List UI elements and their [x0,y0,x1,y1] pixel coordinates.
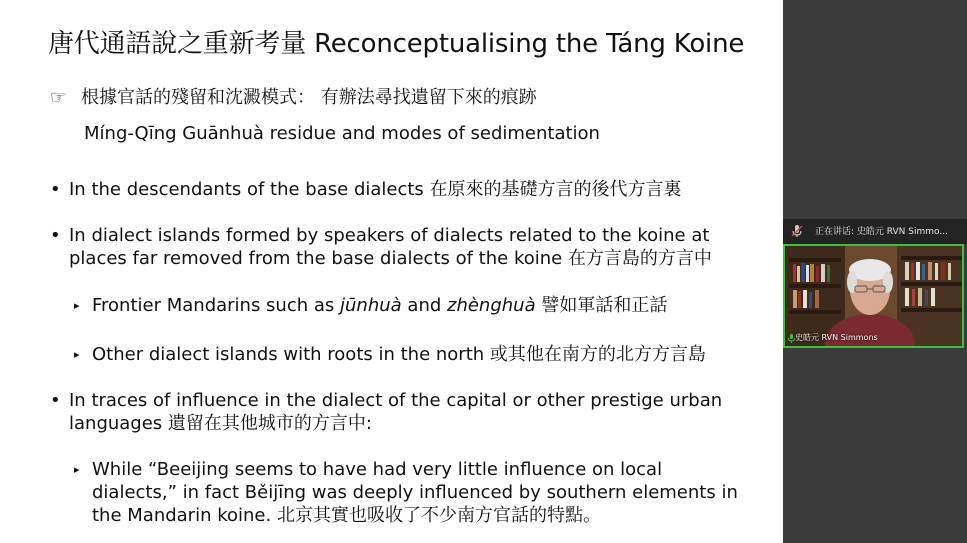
bullet-icon: • [50,390,61,411]
bullet-icon: • [50,225,61,246]
subbullet-icon: ▸ [74,348,80,361]
bullet-dialect-islands [69,224,712,270]
bullet-capital-traces [69,389,722,435]
bullet-base-dialects: In the descendants of the base dialects 在原來的基礎方言的後代方言裏 [69,179,682,200]
subbullet-icon: ▸ [74,299,80,312]
subbullet-line: dialects,” in fact Běijīng was deeply influenced by southern elements in [92,482,738,503]
bullet-line: In traces of influence in the dialect of the capital or other prestige urban [69,390,723,411]
subbullet-icon: ▸ [74,463,80,476]
subbullet-line: While “Beeijing seems to have had very little influence on local [92,459,663,480]
intro-chinese-text: 根據官話的殘留和沈澱模式： 有辦法尋找遺留下來的痕跡 [81,87,537,108]
bullet-line: In dialect islands formed by speakers of dialects related to the koine at [69,225,710,246]
subbullet-text: Frontier Mandarins such as [92,295,341,316]
subbullet-other-islands: Other dialect islands with roots in the north 或其他在南方的北方方言島 [92,344,706,365]
bullet-line: places far removed from the base dialects of the koine 在方言島的方言中 [69,248,712,269]
subbullet-frontier-mandarins [92,294,667,317]
subbullet-text: 譬如軍話和正話 [535,295,668,316]
participant-name-label: 史皓元 RVN Simmons [795,333,878,342]
bullet-icon: • [50,179,61,200]
pointing-hand-icon: ☞ [50,87,67,108]
subbullet-line: the Mandarin koine. 北京其實也吸收了不少南方官話的特點。 [92,505,601,526]
speaker-microphone-icon [790,224,804,238]
active-speaker-label: 正在讲话: 史皓元 RVN Simmo... [815,227,948,237]
participant-video-tile[interactable] [783,244,964,348]
term-junhua: jūnhuà [340,295,402,316]
bullet-line: languages 遺留在其他城市的方言中: [69,413,372,434]
subbullet-beijing [92,458,738,527]
term-zhenghua: zhènghuà [447,295,536,316]
subbullet-text: and [401,295,447,316]
intro-english-text: Míng-Qīng Guānhuà residue and modes of sedimentation [84,123,600,144]
slide-title: 唐代通語說之重新考量 Reconceptualising the Táng Koine [48,29,745,59]
